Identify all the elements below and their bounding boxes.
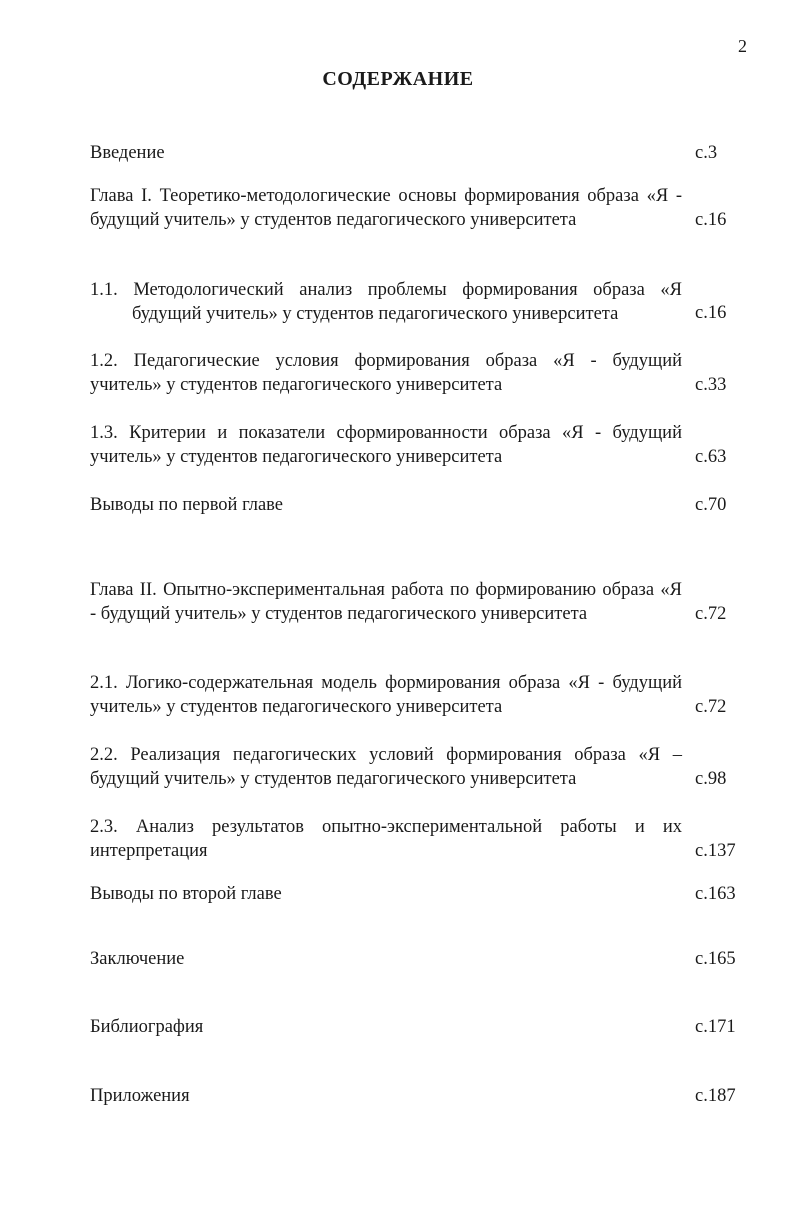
toc-page-ref: с.98 xyxy=(695,769,727,789)
toc-entry-line2: учитель» у студентов педагогического университета xyxy=(90,447,503,467)
toc-entry-section-1-2 xyxy=(90,349,682,397)
toc-entry-appendices xyxy=(90,1084,682,1108)
toc-entry-line2: учитель» у студентов педагогического университета xyxy=(90,375,503,395)
toc-entry-text: Заключение xyxy=(90,949,185,969)
toc-entry-text: Приложения xyxy=(90,1086,190,1106)
toc-entry-line1: 2.2. Реализация педагогических условий формирования образа «Я – xyxy=(90,745,682,765)
toc-entry-text: Выводы по второй главе xyxy=(90,884,282,904)
toc-entry-line1: 1.1. Методологический анализ проблемы формирования образа «Я xyxy=(90,280,682,300)
toc-page-ref: с.171 xyxy=(695,1017,736,1037)
toc-entry-section-1-1 xyxy=(90,278,682,326)
toc-entry-section-2-2 xyxy=(90,743,682,791)
page-number: 2 xyxy=(738,36,747,56)
toc-entry-line1: 2.1. Логико-содержательная модель формирования образа «Я - будущий xyxy=(90,673,682,693)
toc-entry-text: Выводы по первой главе xyxy=(90,495,284,515)
toc-entry-text: Библиография xyxy=(90,1017,204,1037)
toc-entry-line1: Глава II. Опытно-экспериментальная работа по формированию образа «Я xyxy=(90,580,682,600)
toc-page-ref: с.187 xyxy=(695,1086,736,1106)
toc-page-ref: с.72 xyxy=(695,697,727,717)
toc-entry-bibliography xyxy=(90,1015,682,1039)
toc-entry-line1: Глава I. Теоретико-методологические основы формирования образа «Я - xyxy=(90,186,682,206)
toc-page-ref: с.165 xyxy=(695,949,736,969)
toc-page-ref: с.16 xyxy=(695,303,727,323)
toc-entry-conclusions-1 xyxy=(90,493,682,517)
toc-entry-section-2-1 xyxy=(90,671,682,719)
toc-entry-conclusion xyxy=(90,947,682,971)
toc-page-ref: с.163 xyxy=(695,884,736,904)
toc-entry-line1: 1.2. Педагогические условия формирования образа «Я - будущий xyxy=(90,351,682,371)
toc-entry-line1: 2.3. Анализ результатов опытно-экспериментальной работы и их xyxy=(90,817,682,837)
toc-entry-section-2-3 xyxy=(90,815,682,863)
toc-entry-chapter2 xyxy=(90,578,682,626)
toc-entry-line2: учитель» у студентов педагогического университета xyxy=(90,697,503,717)
toc-entry-chapter1 xyxy=(90,184,682,232)
toc-entry-line2: будущий учитель» у студентов педагогического университета xyxy=(90,210,577,230)
toc-entry-section-1-3 xyxy=(90,421,682,469)
toc-page-ref: с.33 xyxy=(695,375,727,395)
toc-page-ref: с.137 xyxy=(695,841,736,861)
toc-page-ref: с.3 xyxy=(695,143,718,163)
toc-entry-line2: интерпретация xyxy=(90,841,208,861)
toc-entry-conclusions-2 xyxy=(90,882,682,906)
toc-entry-line2: будущий учитель» у студентов педагогического университета xyxy=(90,769,577,789)
page-title: СОДЕРЖАНИЕ xyxy=(322,68,474,90)
toc-entry-line2: будущий учитель» у студентов педагогического университета xyxy=(132,304,619,324)
toc-page-ref: с.63 xyxy=(695,447,727,467)
toc-page-ref: с.16 xyxy=(695,210,727,230)
toc-entry-line2: - будущий учитель» у студентов педагогического университета xyxy=(90,604,588,624)
toc-page-ref: с.70 xyxy=(695,495,727,515)
toc-entry-text: Введение xyxy=(90,143,165,163)
toc-entry-intro xyxy=(90,141,682,165)
toc-page-ref: с.72 xyxy=(695,604,727,624)
toc-entry-line1: 1.3. Критерии и показатели сформированности образа «Я - будущий xyxy=(90,423,682,443)
